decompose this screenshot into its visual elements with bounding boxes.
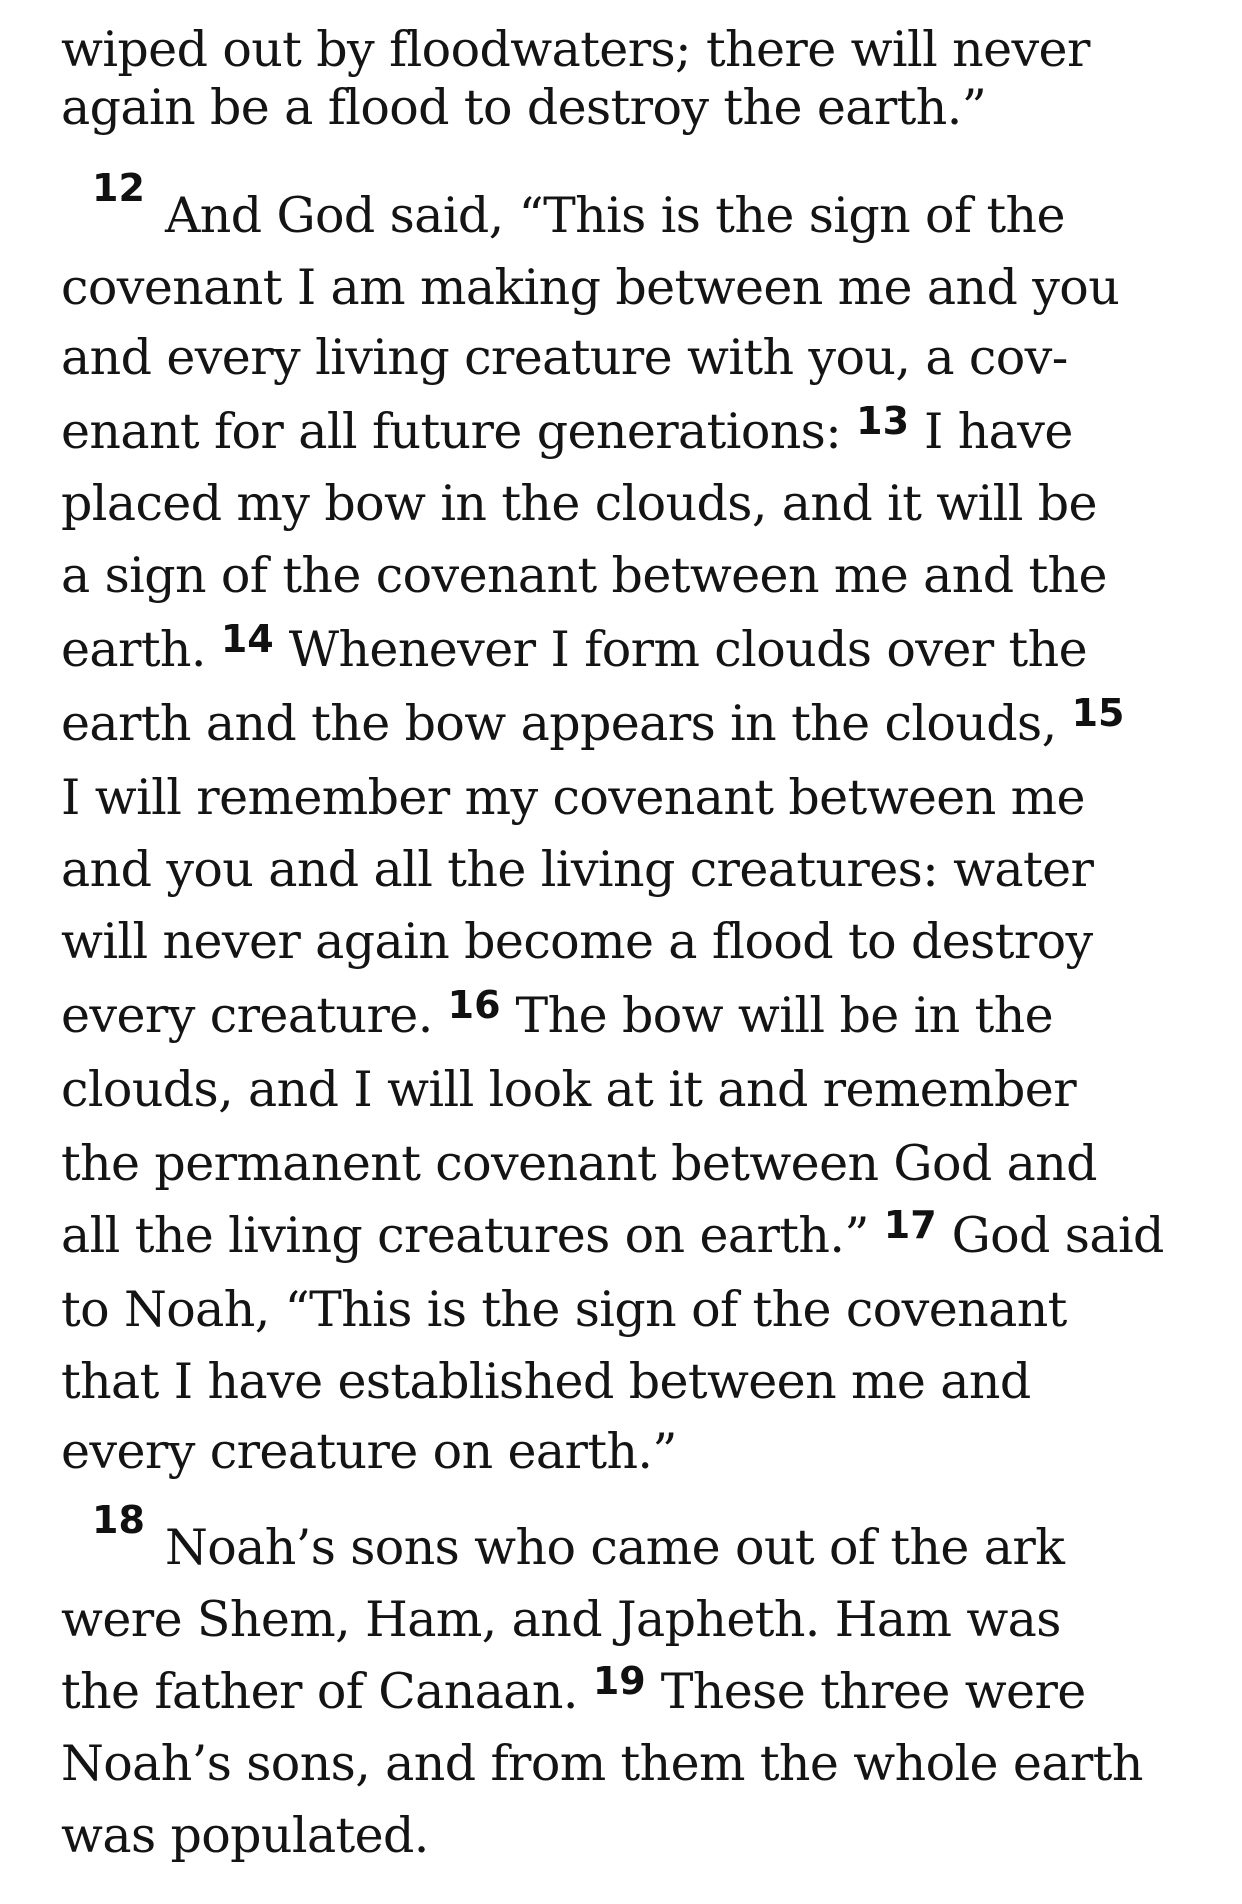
text-span: and every living creature with you, a cov-	[61, 329, 1068, 386]
text-line	[61, 1128, 1097, 1200]
text-span: will never again become a flood to destroy	[61, 913, 1093, 970]
text-line	[61, 1584, 1061, 1656]
text-span: to Noah, “This is the sign of the covenant	[61, 1281, 1067, 1338]
text-line	[61, 1346, 1031, 1418]
text-line	[61, 1200, 1164, 1272]
text-line	[61, 906, 1093, 978]
text-line	[61, 252, 1119, 324]
text-span: was populated.	[61, 1807, 429, 1864]
verse-number-14: 14	[220, 617, 274, 661]
text-line	[61, 1800, 429, 1872]
text-line	[61, 980, 1053, 1052]
text-span: Whenever I form clouds over the	[273, 621, 1087, 678]
text-line	[61, 468, 1097, 540]
text-line	[61, 322, 1068, 394]
text-span: the permanent covenant between God and	[61, 1135, 1097, 1192]
text-span: enant for all future generations:	[61, 403, 857, 460]
text-span: clouds, and I will look at it and remember	[61, 1061, 1077, 1118]
text-span: that I have established between me and	[61, 1353, 1031, 1410]
text-span: I will remember my covenant between me	[61, 769, 1085, 826]
verse-number-12: 12	[92, 166, 145, 210]
text-span: a sign of the covenant between me and the	[61, 547, 1107, 604]
verse-number-19: 19	[592, 1659, 646, 1703]
verse-number-13: 13	[856, 399, 910, 443]
text-span: Noah’s sons who came out of the ark	[165, 1519, 1065, 1576]
text-line	[61, 834, 1093, 906]
text-span: Noah’s sons, and from them the whole earth	[61, 1735, 1143, 1792]
text-span: all the living creatures on earth.”	[61, 1207, 884, 1264]
text-span: covenant I am making between me and you	[61, 259, 1120, 316]
text-span: The bow will be in the	[500, 987, 1054, 1044]
text-span: every creature.	[61, 987, 448, 1044]
text-span: every creature on earth.”	[61, 1423, 677, 1480]
text-span: wiped out by floodwaters; there will never	[61, 21, 1090, 78]
text-span: And God said, “This is the sign of the	[165, 187, 1065, 244]
text-line	[61, 1656, 1086, 1728]
text-line	[165, 1512, 1064, 1584]
text-line	[61, 762, 1085, 834]
text-line	[61, 688, 1124, 760]
text-line	[61, 614, 1087, 686]
text-span: earth.	[61, 621, 221, 678]
text-span: and you and all the living creatures: water	[61, 841, 1094, 898]
text-line	[61, 1728, 1143, 1800]
text-span: These three were	[645, 1663, 1086, 1720]
text-line	[61, 396, 1073, 468]
text-span: God said	[936, 1207, 1164, 1264]
verse-number-18: 18	[92, 1498, 145, 1542]
text-span: again be a flood to destroy the earth.”	[61, 79, 987, 136]
text-line	[165, 180, 1065, 252]
text-span: earth and the bow appears in the clouds,	[61, 695, 1072, 752]
verse-number-16: 16	[447, 983, 501, 1027]
text-span: I have	[909, 403, 1073, 460]
text-span: the father of Canaan.	[61, 1663, 593, 1720]
verse-number-17: 17	[883, 1203, 937, 1247]
text-line	[61, 540, 1107, 612]
verse-number-15: 15	[1071, 691, 1125, 735]
text-span: were Shem, Ham, and Japheth. Ham was	[61, 1591, 1061, 1648]
text-line	[61, 1274, 1067, 1346]
text-line	[61, 72, 986, 144]
text-line	[61, 1416, 677, 1488]
text-span: placed my bow in the clouds, and it will be	[61, 475, 1097, 532]
text-line	[61, 1054, 1076, 1126]
